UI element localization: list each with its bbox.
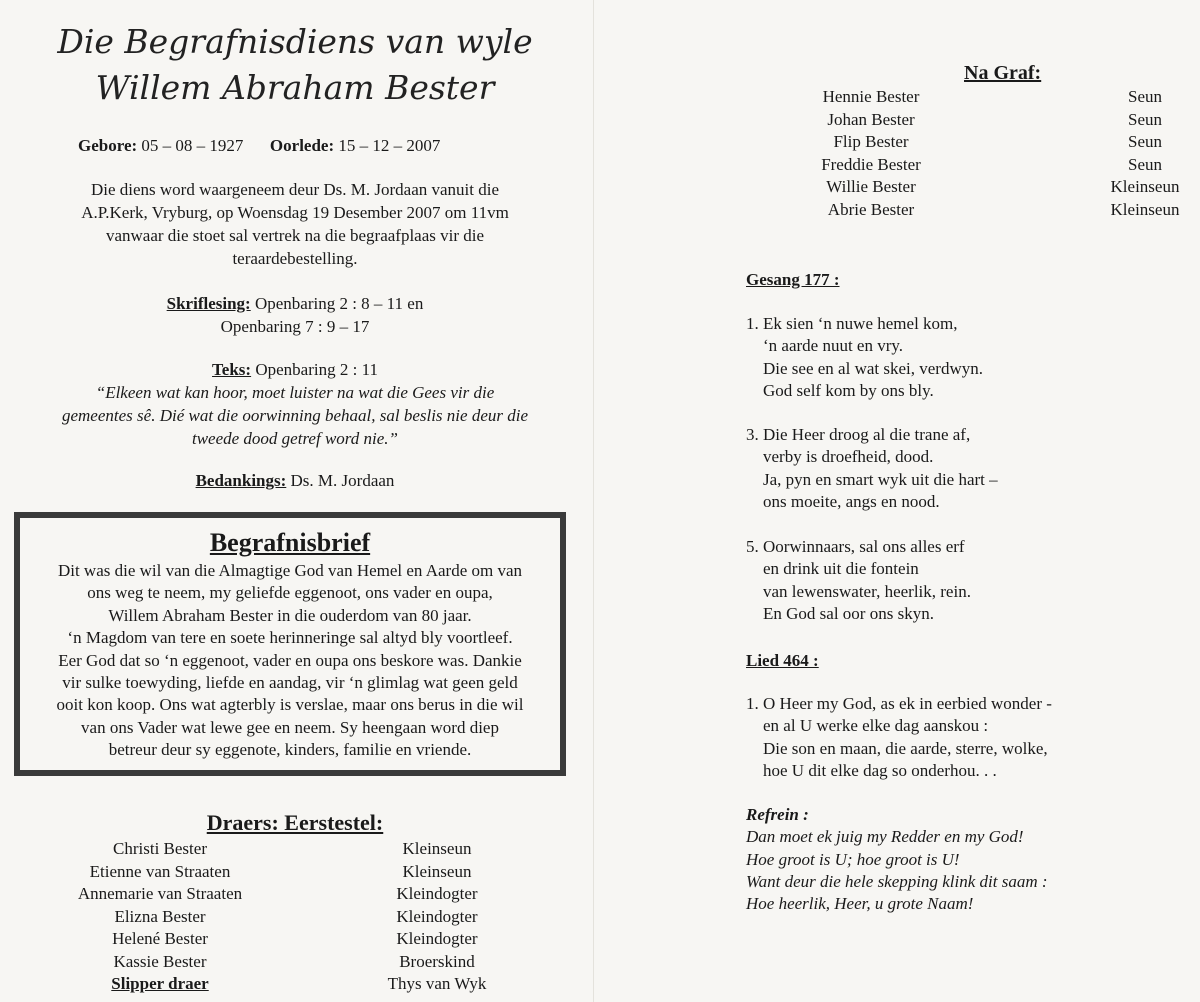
hymn-line: van lewenswater, heerlik, rein. [763, 581, 971, 601]
service-line: A.P.Kerk, Vryburg, op Woensdag 19 Desember 2007 om 11vm [81, 203, 509, 222]
bearer-name: Annemarie van Straaten [77, 884, 243, 903]
bearers-relations [352, 838, 522, 996]
hymn-line: God self kom by ons bly. [763, 380, 934, 400]
text-label: Teks: [212, 360, 252, 379]
quote-line: tweede dood getref word nie.” [191, 429, 399, 448]
refrain-line: Want deur die hele skepping klink dit saam : [746, 871, 1048, 891]
thanks-line [0, 469, 590, 492]
song-line: Die son en maan, die aarde, sterre, wolke, [763, 738, 1048, 758]
title-line-1: Die Begrafnisdiens van wyle [57, 22, 533, 61]
after-grave-relation: Seun [1128, 87, 1162, 106]
hymn-line: en drink uit die fontein [763, 559, 919, 579]
page-fold [593, 0, 594, 1002]
hymn-line: 3. Die Heer droog al die trane af, [746, 425, 971, 444]
hymn-line: Ja, pyn en smart wyk uit die hart – [763, 469, 998, 489]
right-page [600, 0, 1200, 1002]
bearers-names [40, 838, 280, 996]
bearer-name: Elizna Bester [114, 906, 206, 926]
letter-line: ooit kon koop. Ons wat agterbly is verslae, maar ons berus in die wil [56, 695, 524, 715]
reading-block [0, 292, 590, 338]
text-value: Openbaring 2 : 11 [255, 360, 378, 379]
quote-line: “Elkeen wat kan hoor, moet luister na wat die Gees vir die [95, 383, 495, 402]
after-grave-name: Freddie Bester [821, 154, 921, 174]
hymn-verse-5 [746, 536, 1186, 625]
hymn-line: Die see en al wat skei, verdwyn. [763, 358, 983, 378]
after-grave-relation: Seun [1128, 132, 1162, 151]
thanks-label: Bedankings: [195, 471, 287, 490]
left-page [0, 0, 590, 1002]
letter-body [26, 560, 554, 762]
letter-line: ‘n Magdom van tere en soete herinneringe sal altyd bly voortleef. [67, 628, 513, 648]
born-value: 05 – 08 – 1927 [141, 136, 244, 155]
song-title: Lied 464 : [746, 651, 819, 670]
bearer-name: Etienne van Straaten [89, 861, 231, 881]
reading-line-2: Openbaring 7 : 9 – 17 [220, 317, 370, 336]
song-line: 1. O Heer my God, as ek in eerbied wonder - [746, 694, 1052, 713]
hymn-title: Gesang 177 : [746, 270, 840, 289]
after-grave-name: Hennie Bester [822, 87, 920, 106]
service-line: Die diens word waargeneem deur Ds. M. Jordaan vanuit die [90, 180, 500, 199]
died-label: Oorlede: [269, 136, 335, 155]
bearer-relation: Broerskind [399, 951, 475, 971]
after-grave-names [796, 86, 946, 221]
bearer-name: Christi Bester [113, 839, 207, 858]
after-grave-title: Na Graf: [964, 62, 1042, 84]
bearer-name: Helené Bester [112, 929, 208, 948]
service-line: teraardebestelling. [232, 249, 358, 268]
hymn-verse-3 [746, 424, 1186, 513]
letter-line: van ons Vader wat lewe gee en neem. Sy heengaan word diep [81, 717, 499, 737]
after-grave-name: Flip Bester [833, 132, 909, 151]
thanks-value: Ds. M. Jordaan [290, 471, 395, 490]
bearer-relation: Kleinseun [402, 839, 472, 858]
letter-title: Begrafnisbrief [209, 528, 371, 557]
after-grave-relation: Kleinseun [1110, 177, 1180, 196]
letter-line: Willem Abraham Bester in die ouderdom van 80 jaar. [108, 605, 472, 625]
refrain-line: Dan moet ek juig my Redder en my God! [746, 827, 1024, 847]
after-grave-relation: Seun [1128, 109, 1162, 129]
hymn-line: ons moeite, angs en nood. [763, 491, 940, 511]
slipper-label: Slipper draer [111, 974, 209, 993]
after-grave-relation: Kleinseun [1110, 199, 1180, 219]
after-grave-name: Willie Bester [826, 177, 916, 196]
after-grave-name: Johan Bester [827, 109, 915, 129]
refrain-line: Hoe groot is U; hoe groot is U! [746, 849, 960, 869]
letter-line: ons weg te neem, my geliefde eggenoot, ons vader en oupa, [87, 583, 493, 603]
service-line: vanwaar die stoet sal vertrek na die begraafplaas vir die [105, 226, 485, 245]
hymn-line: ‘n aarde nuut en vry. [763, 336, 904, 356]
service-paragraph [0, 178, 590, 270]
song-verse-1 [746, 693, 1196, 782]
refrain [746, 804, 1196, 915]
letter-line: Dit was die wil van die Almagtige God van Hemel en Aarde om van [57, 561, 523, 580]
quote-line: gemeentes sê. Dié wat die oorwinning behaal, sal beslis nie deur die [61, 406, 528, 425]
bearer-relation: Kleinseun [402, 861, 472, 881]
bearer-relation: Kleindogter [396, 906, 478, 926]
refrain-line: Hoe heerlik, Heer, u grote Naam! [746, 894, 974, 914]
died-value: 15 – 12 – 2007 [338, 136, 441, 155]
bearers-title: Draers: Eerstestel: [206, 810, 384, 835]
bearer-relation: Kleindogter [396, 884, 478, 903]
hymn-line: 1. Ek sien ‘n nuwe hemel kom, [746, 314, 958, 333]
after-grave-relations [1095, 86, 1195, 221]
song-line: en al U werke elke dag aanskou : [763, 716, 989, 736]
slipper-value: Thys van Wyk [387, 974, 487, 993]
born-label: Gebore: [78, 136, 138, 155]
dates-line [78, 134, 518, 157]
text-block [0, 358, 590, 450]
letter-line: Eer God dat so ‘n eggenoot, vader en oupa ons beskore was. Dankie [58, 650, 522, 670]
letter-line: betreur deur sy eggenote, kinders, familie en vriende. [108, 740, 472, 760]
after-grave-relation: Seun [1128, 154, 1162, 174]
reading-line-1: Openbaring 2 : 8 – 11 en [254, 294, 424, 313]
bearer-relation: Kleindogter [396, 929, 478, 948]
reading-label: Skriflesing: [166, 294, 251, 313]
hymn-line: 5. Oorwinnaars, sal ons alles erf [746, 537, 965, 556]
funeral-letter-box [14, 512, 566, 776]
song-line: hoe U dit elke dag so onderhou. . . [763, 760, 997, 780]
refrain-title: Refrein : [746, 805, 809, 824]
after-grave-name: Abrie Bester [827, 199, 915, 219]
hymn-line: verby is droefheid, dood. [763, 447, 934, 467]
hymn-verse-1 [746, 313, 1186, 402]
letter-line: vir sulke toewyding, liefde en aandag, vir ‘n glimlag wat geen geld [62, 673, 518, 693]
title-line-2: Willem Abraham Bester [95, 68, 495, 107]
bearer-name: Kassie Bester [113, 951, 207, 971]
hymn-line: En God sal oor ons skyn. [763, 603, 934, 623]
